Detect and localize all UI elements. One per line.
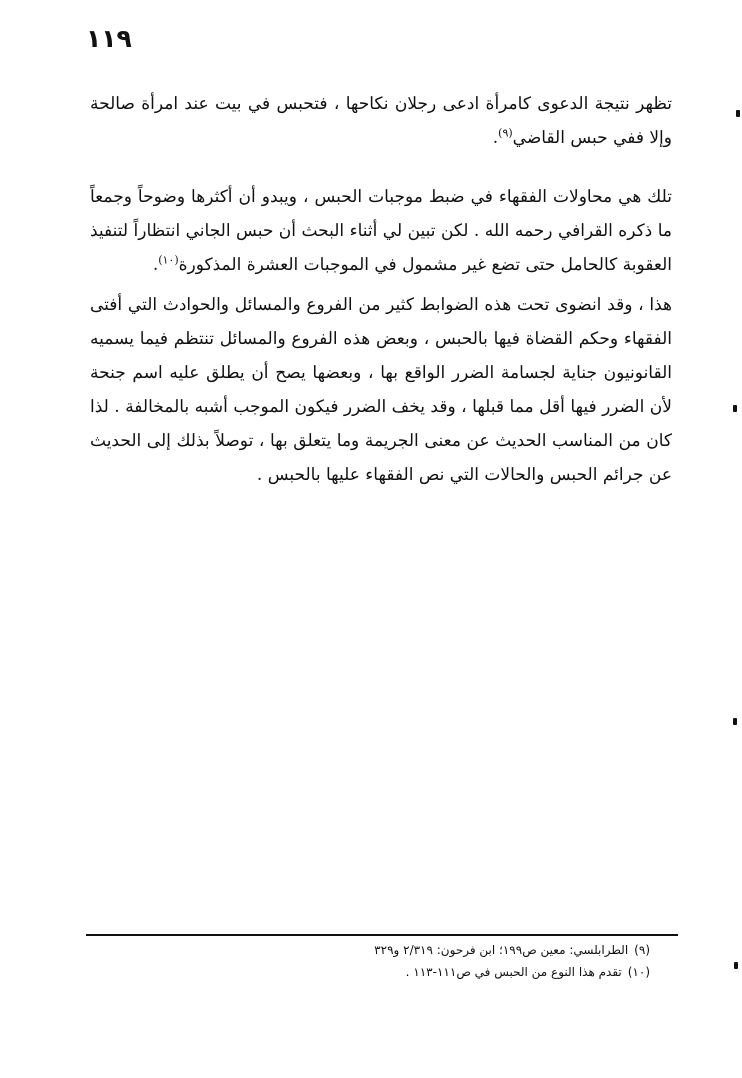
footnote-9-text: الطرابلسي: معين ص١٩٩؛ ابن فرحون: ٢/٣١٩ و٣٢٩ — [374, 943, 629, 957]
footnote-9 — [150, 940, 650, 960]
paragraph-3-text: هذا ، وقد انضوى تحت هذه الضوابط كثير من الفروع والمسائل والحوادث التي أفتى الفقهاء وحكم القضاة فيها بالحبس ، وبعض هذه الفروع والمسائل تنتظم فيما يسميه القانونيون جناية لجسامة الضرر الواقع بها ، وبعضها يصح أن يطلق عليه اسم جنحة لأن الضرر فيها أقل مما قبلها ، وقد يخف الضرر فيكون الموجب أشبه بالمخالفة . لذا كان من المناسب الحديث عن معنى الجريمة وما يتعلق بها ، توصلاً بذلك إلى الحديث عن جرائم الحبس والحالات التي نص الفقهاء عليها بالحبس . — [90, 295, 672, 485]
binding-hole-mark — [733, 718, 737, 725]
paragraph-3 — [90, 288, 672, 492]
footnote-10-text: تقدم هذا النوع من الحبس في ص١١١-١١٣ . — [405, 965, 622, 979]
footnote-10-mark: (١٠) — [627, 965, 650, 979]
footnote-9-mark: (٩) — [634, 943, 650, 957]
binding-hole-mark — [734, 962, 738, 969]
paragraph-2-end: . — [152, 255, 159, 275]
footnote-divider — [86, 934, 678, 936]
footnote-ref-10: (١٠) — [158, 253, 179, 267]
paragraph-1-end: . — [492, 128, 499, 148]
paragraph-2-text: تلك هي محاولات الفقهاء في ضبط موجبات الحبس ، ويبدو أن أكثرها وضوحاً وجمعاً ما ذكره القرافي رحمه الله . لكن تبين لي أثناء البحث أن حبس الجاني انتظاراً لتنفيذ العقوبة كالحامل حتى تضع غير مشمول في الموجبات العشرة المذكورة — [90, 187, 672, 275]
binding-hole-mark — [736, 110, 740, 117]
binding-hole-mark — [733, 405, 737, 412]
paragraph-1 — [90, 87, 672, 155]
paragraph-1-text: تظهر نتيجة الدعوى كامرأة ادعى رجلان نكاحها ، فتحبس في بيت عند امرأة صالحة وإلا ففي حبس القاضي — [90, 94, 672, 148]
footnote-ref-9: (٩) — [498, 126, 513, 140]
paragraph-2 — [90, 180, 672, 282]
footnote-10 — [150, 962, 650, 982]
page-number: ١١٩ — [86, 24, 132, 53]
